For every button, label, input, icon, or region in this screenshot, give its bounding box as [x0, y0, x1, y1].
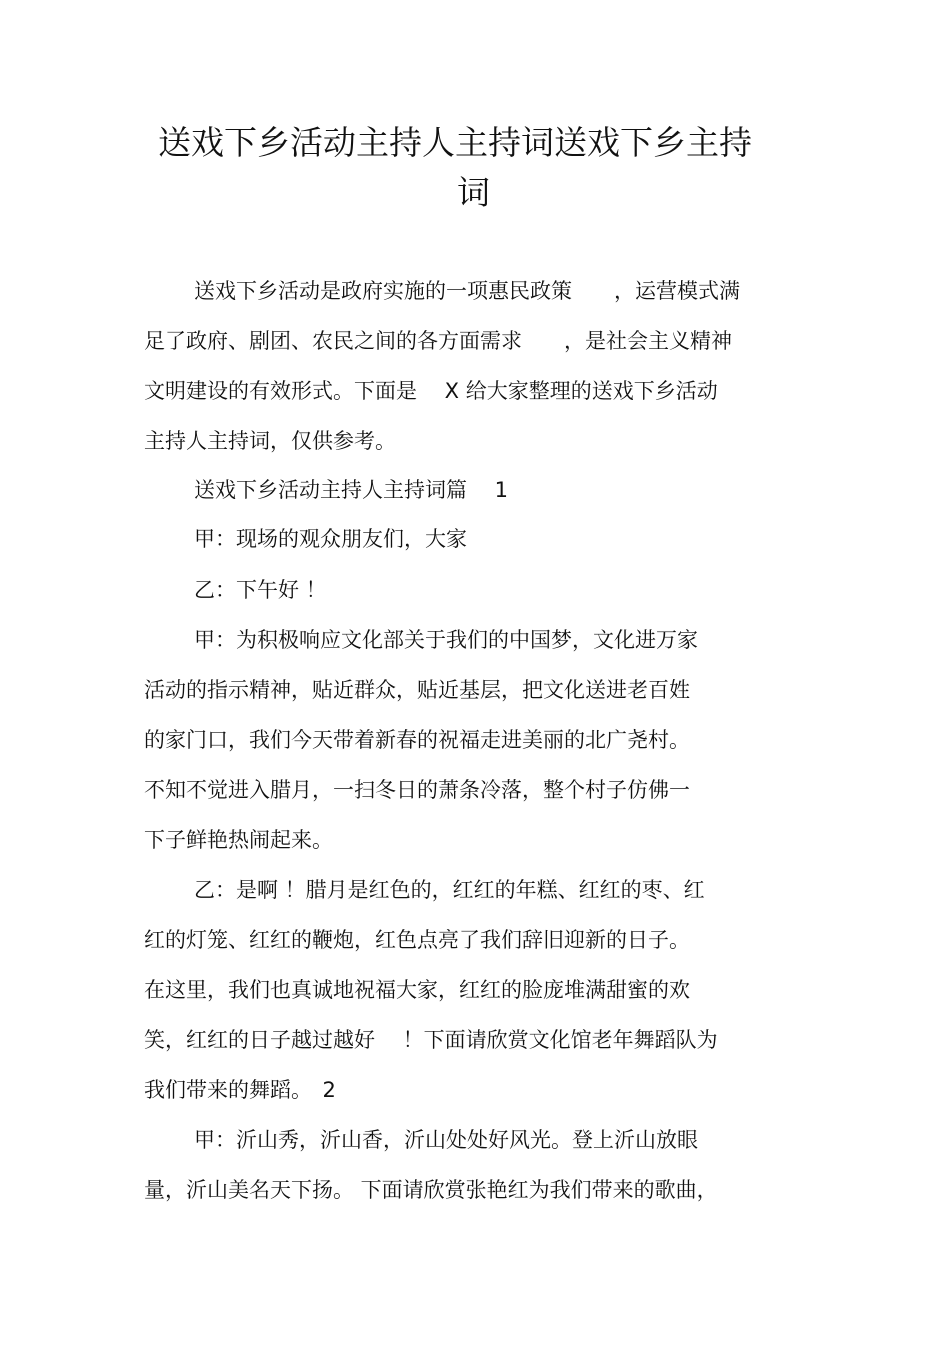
- body-line: 送戏下乡活动是政府实施的一项惠民政策 ，运营模式满: [194, 279, 740, 303]
- body-line: 的家门口，我们今天带着新春的祝福走进美丽的北广尧村。: [144, 728, 690, 752]
- body-line: 下子鲜艳热闹起来。: [144, 828, 333, 852]
- body-line: 甲：为积极响应文化部关于我们的中国梦，文化进万家: [194, 628, 698, 652]
- body-line: 量，沂山美名天下扬。 下面请欣赏张艳红为我们带来的歌曲，: [144, 1178, 718, 1202]
- body-line: 甲：现场的观众朋友们，大家: [194, 527, 467, 551]
- document-title-line-2: 词: [457, 173, 490, 212]
- body-line: 主持人主持词，仅供参考。: [144, 429, 396, 453]
- body-line: 乙：是啊 ！腊月是红色的，红红的年糕、红红的枣、红: [194, 878, 705, 902]
- body-line: 笑，红红的日子越过越好 ！下面请欣赏文化馆老年舞蹈队为: [144, 1028, 718, 1052]
- body-line: 足了政府、剧团、农民之间的各方面需求 ，是社会主义精神: [144, 329, 732, 353]
- body-line: 我们带来的舞蹈。 2: [144, 1078, 336, 1102]
- document-title-line-1: 送戏下乡活动主持人主持词送戏下乡主持: [158, 123, 752, 162]
- body-line: 红的灯笼、红红的鞭炮，红色点亮了我们辞旧迎新的日子。: [144, 928, 690, 952]
- body-line: 文明建设的有效形式。下面是 X 给大家整理的送戏下乡活动: [144, 379, 718, 403]
- section-heading: 送戏下乡活动主持人主持词篇 1: [194, 478, 509, 502]
- body-line: 甲：沂山秀，沂山香，沂山处处好风光。登上沂山放眼: [194, 1128, 698, 1152]
- body-line: 不知不觉进入腊月，一扫冬日的萧条冷落，整个村子仿佛一: [144, 778, 690, 802]
- body-line: 在这里，我们也真诚地祝福大家，红红的脸庞堆满甜蜜的欢: [144, 978, 690, 1002]
- body-line: 乙：下午好 ！: [194, 578, 327, 602]
- body-line: 活动的指示精神，贴近群众，贴近基层，把文化送进老百姓: [144, 678, 690, 702]
